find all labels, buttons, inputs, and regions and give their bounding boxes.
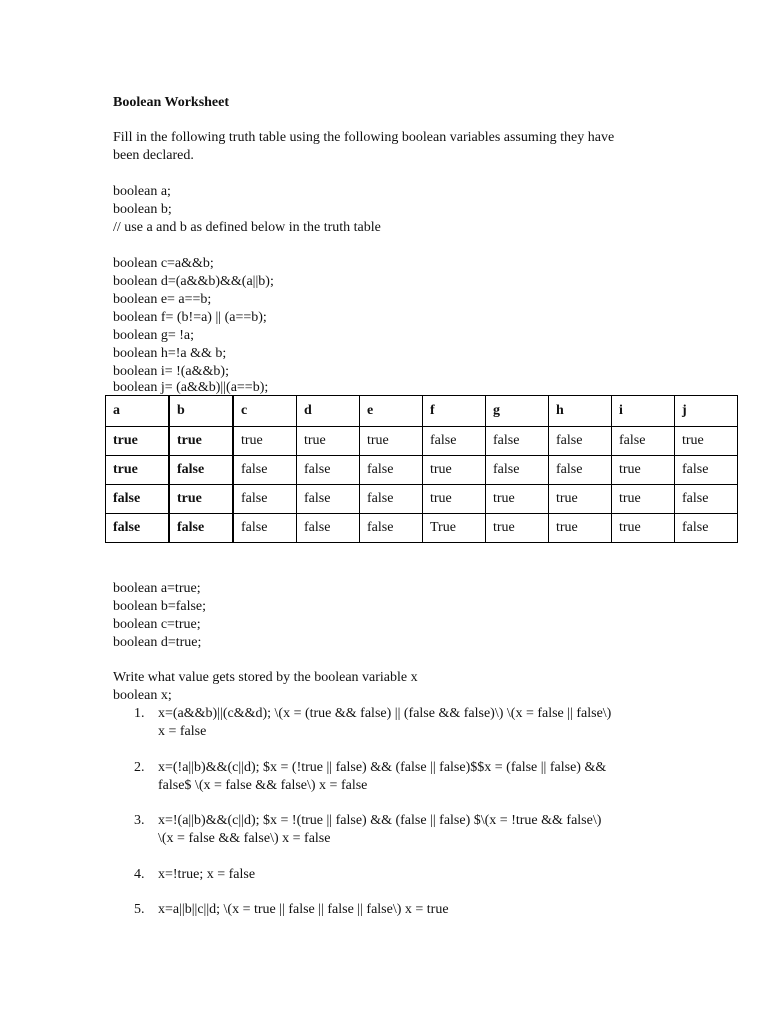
table-cell: false	[360, 485, 423, 514]
declaration-x: boolean x;	[113, 688, 172, 703]
table-cell: true	[233, 427, 297, 456]
table-cell: false	[423, 427, 486, 456]
header-cell-i: i	[612, 396, 675, 427]
table-cell: false	[106, 514, 170, 543]
declaration-h: boolean h=!a && b;	[113, 346, 227, 361]
truth-table-header-row	[106, 396, 738, 427]
declaration-g: boolean g= !a;	[113, 328, 194, 343]
table-cell: true	[612, 514, 675, 543]
question-2-line-1: x=(!a||b)&&(c||d); $x = (!true || false) && (false || false)$$x = (false || false) &&	[158, 760, 607, 775]
intro-line-1: Fill in the following truth table using the following boolean variables assuming they have	[113, 130, 615, 145]
header-cell-b: b	[169, 396, 233, 427]
question-number-1: 1.	[134, 706, 145, 721]
table-cell: false	[675, 485, 738, 514]
table-cell: true	[549, 485, 612, 514]
declaration-f: boolean f= (b!=a) || (a==b);	[113, 310, 267, 325]
declaration-comment: // use a and b as defined below in the truth table	[113, 220, 381, 235]
table-cell: false	[549, 427, 612, 456]
question-3-line-1: x=!(a||b)&&(c||d); $x = !(true || false) && (false || false) $\(x = !true && false\)	[158, 813, 602, 828]
table-cell: true	[423, 456, 486, 485]
table-cell: true	[106, 456, 170, 485]
assignment-a: boolean a=true;	[113, 581, 201, 596]
table-row	[106, 456, 738, 485]
table-cell: false	[233, 456, 297, 485]
declaration-e: boolean e= a==b;	[113, 292, 212, 307]
table-cell: false	[486, 456, 549, 485]
declaration-i: boolean i= !(a&&b);	[113, 364, 229, 379]
assignment-c: boolean c=true;	[113, 617, 201, 632]
table-cell: true	[486, 514, 549, 543]
table-cell: true	[423, 485, 486, 514]
table-cell: false	[486, 427, 549, 456]
table-cell: false	[169, 514, 233, 543]
declaration-d: boolean d=(a&&b)&&(a||b);	[113, 274, 274, 289]
table-cell: false	[297, 514, 360, 543]
question-1-line-2: x = false	[158, 724, 207, 739]
question-3-line-2: \(x = false && false\) x = false	[158, 831, 331, 846]
table-cell: false	[549, 456, 612, 485]
table-cell: false	[360, 514, 423, 543]
header-cell-c: c	[233, 396, 297, 427]
declaration-b: boolean b;	[113, 202, 172, 217]
table-cell: false	[360, 456, 423, 485]
table-cell: true	[297, 427, 360, 456]
table-cell: false	[297, 456, 360, 485]
table-cell: false	[675, 514, 738, 543]
question-number-4: 4.	[134, 867, 145, 882]
question-1-line-1: x=(a&&b)||(c&&d); \(x = (true && false) || (false && false)\) \(x = false || false\)	[158, 706, 612, 721]
question-number-3: 3.	[134, 813, 145, 828]
table-cell: true	[169, 485, 233, 514]
declaration-a: boolean a;	[113, 184, 171, 199]
table-cell: True	[423, 514, 486, 543]
table-cell: true	[549, 514, 612, 543]
header-cell-h: h	[549, 396, 612, 427]
header-cell-a: a	[106, 396, 170, 427]
declaration-c: boolean c=a&&b;	[113, 256, 214, 271]
table-cell: false	[675, 456, 738, 485]
table-cell: false	[233, 514, 297, 543]
question-5-line-1: x=a||b||c||d; \(x = true || false || false || false\) x = true	[158, 902, 449, 917]
declaration-j: boolean j= (a&&b)||(a==b);	[113, 380, 269, 395]
truth-table	[105, 395, 738, 543]
table-cell: true	[612, 456, 675, 485]
table-row	[106, 485, 738, 514]
header-cell-d: d	[297, 396, 360, 427]
question-number-5: 5.	[134, 902, 145, 917]
table-cell: false	[169, 456, 233, 485]
table-cell: false	[297, 485, 360, 514]
table-row	[106, 427, 738, 456]
table-cell: false	[612, 427, 675, 456]
table-cell: true	[360, 427, 423, 456]
header-cell-e: e	[360, 396, 423, 427]
worksheet-title: Boolean Worksheet	[113, 95, 230, 110]
intro-line-2: been declared.	[113, 148, 194, 163]
table-cell: false	[106, 485, 170, 514]
assignment-d: boolean d=true;	[113, 635, 202, 650]
table-cell: true	[106, 427, 170, 456]
question-2-line-2: false$ \(x = false && false\) x = false	[158, 778, 368, 793]
question-number-2: 2.	[134, 760, 145, 775]
instruction-line: Write what value gets stored by the boolean variable x	[113, 670, 418, 685]
table-row	[106, 514, 738, 543]
assignment-b: boolean b=false;	[113, 599, 207, 614]
header-cell-g: g	[486, 396, 549, 427]
table-cell: true	[675, 427, 738, 456]
question-4-line-1: x=!true; x = false	[158, 867, 256, 882]
table-cell: false	[233, 485, 297, 514]
table-cell: true	[612, 485, 675, 514]
table-cell: true	[169, 427, 233, 456]
header-cell-f: f	[423, 396, 486, 427]
header-cell-j: j	[675, 396, 738, 427]
table-cell: true	[486, 485, 549, 514]
